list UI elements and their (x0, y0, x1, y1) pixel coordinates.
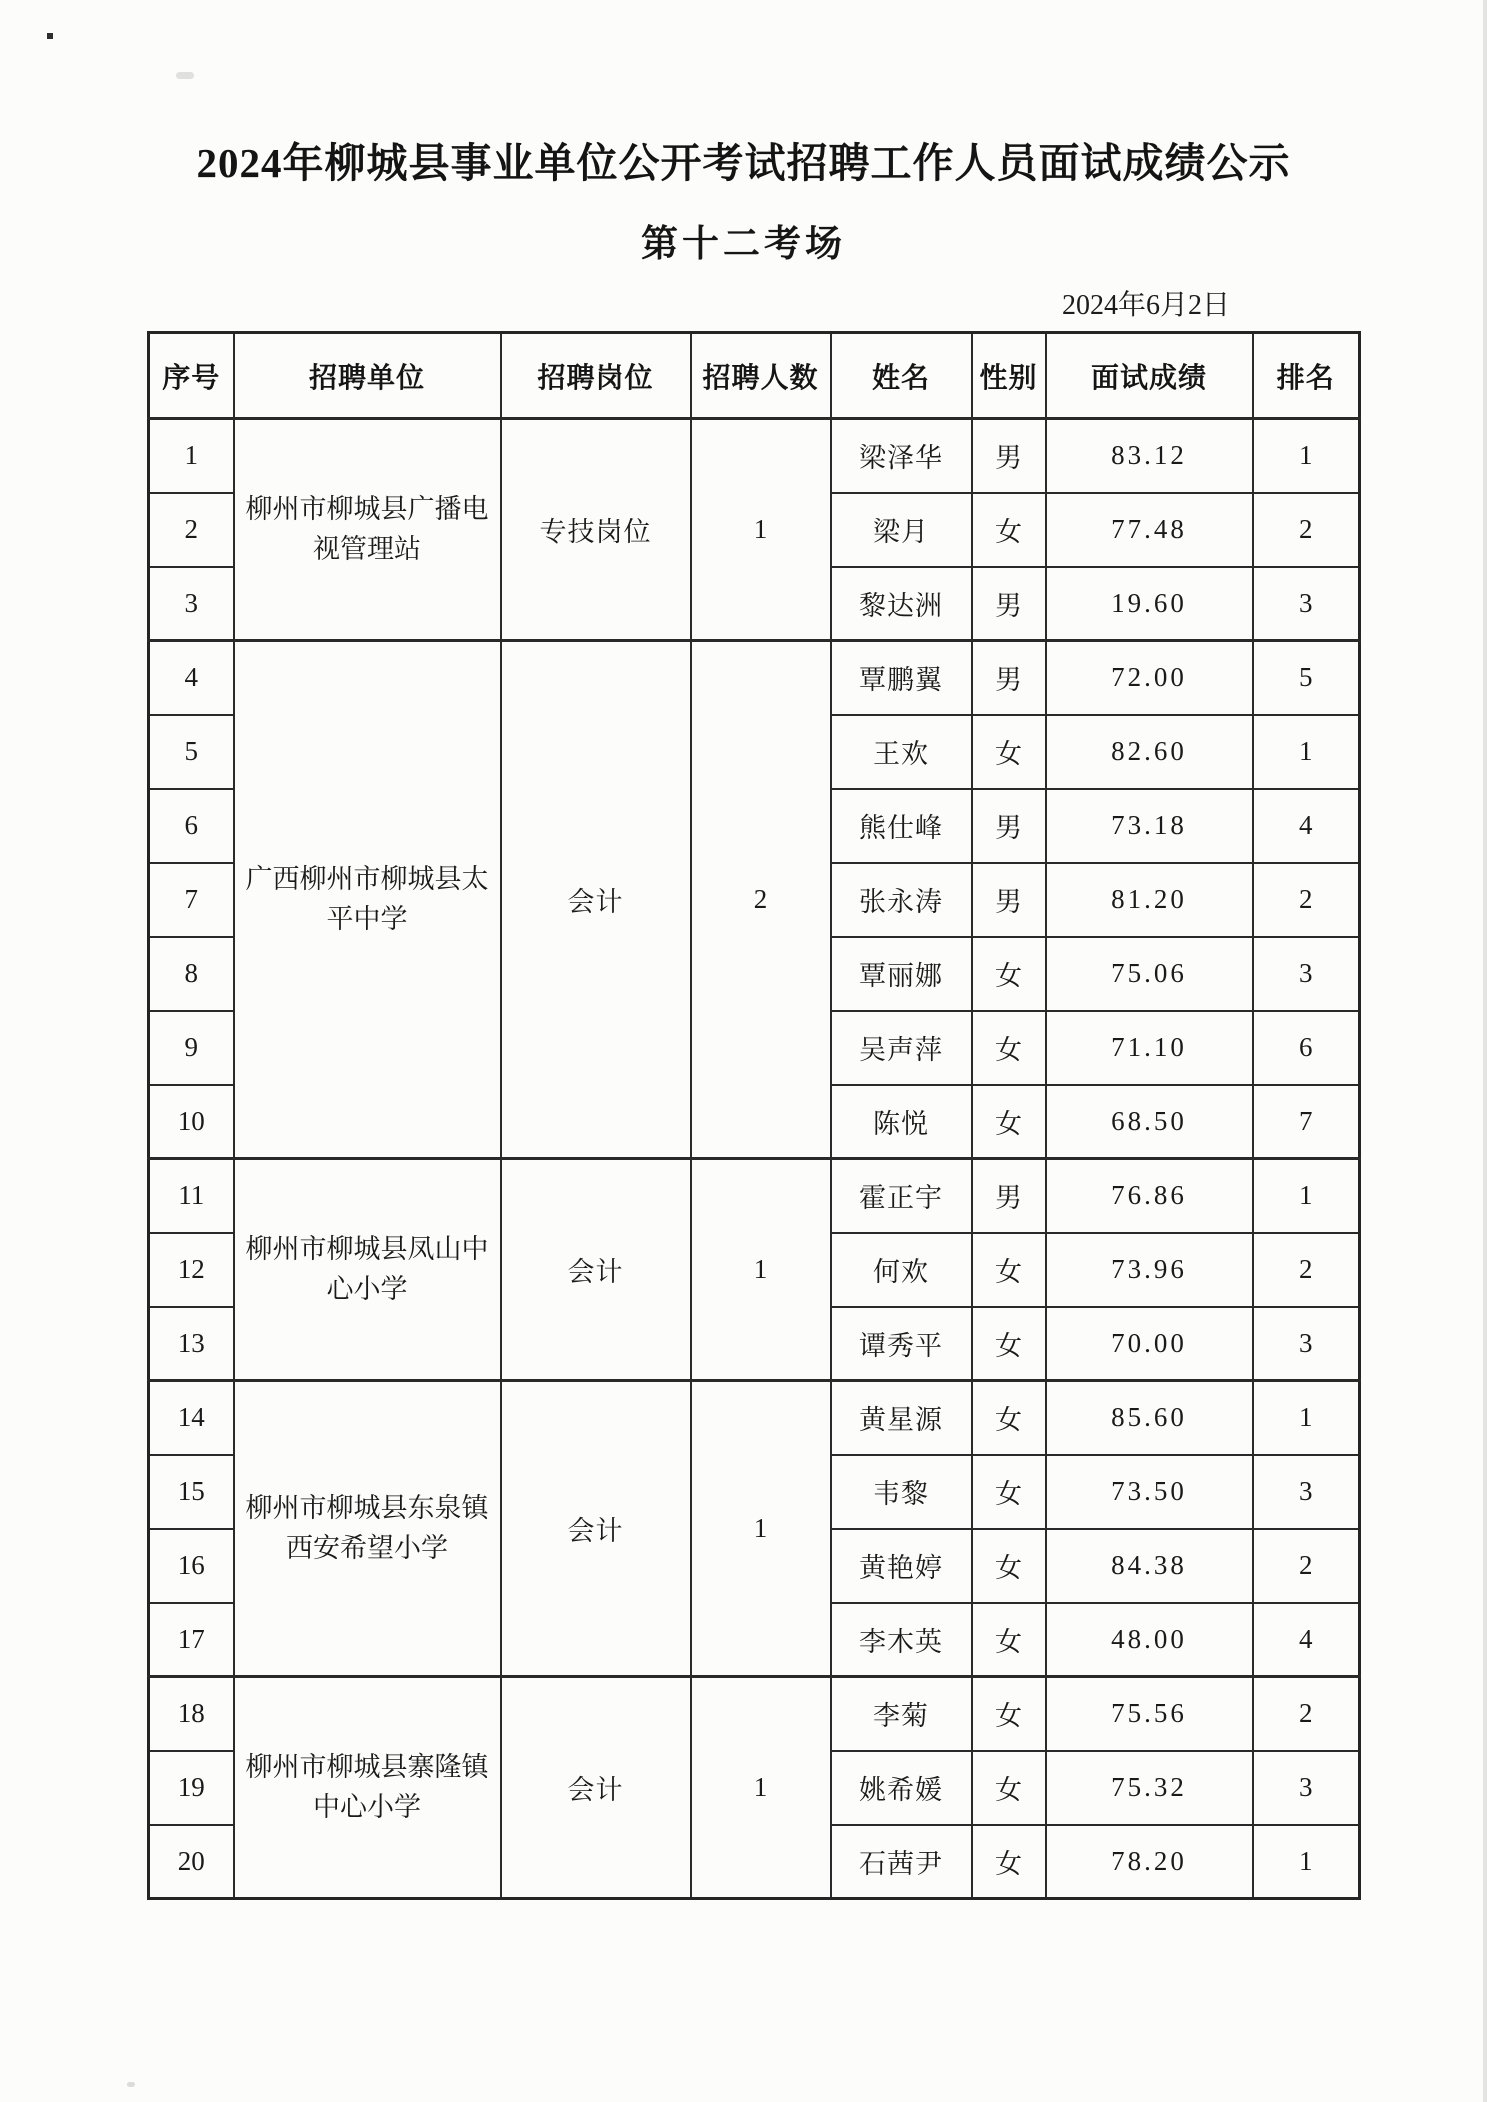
table-row (149, 641, 1360, 715)
cell-gender: 女 (972, 1233, 1046, 1307)
cell-candidate-name: 梁泽华 (831, 419, 972, 493)
cell-interview-score: 73.96 (1046, 1233, 1253, 1307)
cell-serial-number: 12 (149, 1233, 234, 1307)
cell-serial-number: 10 (149, 1085, 234, 1159)
document-title: 2024年柳城县事业单位公开考试招聘工作人员面试成绩公示 (196, 140, 1291, 186)
header-openings: 招聘人数 (691, 333, 831, 419)
cell-candidate-name: 覃丽娜 (831, 937, 972, 1011)
results-table-body (149, 419, 1360, 1899)
cell-recruiting-unit: 广西柳州市柳城县太平中学 (234, 641, 501, 1159)
cell-rank: 3 (1253, 1307, 1360, 1381)
cell-interview-score: 73.50 (1046, 1455, 1253, 1529)
cell-gender: 男 (972, 567, 1046, 641)
cell-rank: 5 (1253, 641, 1360, 715)
cell-serial-number: 4 (149, 641, 234, 715)
cell-interview-score: 85.60 (1046, 1381, 1253, 1455)
cell-gender: 男 (972, 789, 1046, 863)
cell-serial-number: 16 (149, 1529, 234, 1603)
cell-candidate-name: 熊仕峰 (831, 789, 972, 863)
cell-interview-score: 19.60 (1046, 567, 1253, 641)
cell-serial-number: 19 (149, 1751, 234, 1825)
cell-candidate-name: 陈悦 (831, 1085, 972, 1159)
cell-interview-score: 71.10 (1046, 1011, 1253, 1085)
scan-edge-shadow (1483, 0, 1487, 2102)
publication-date: 2024年6月2日 (1061, 290, 1230, 321)
cell-candidate-name: 吴声萍 (831, 1011, 972, 1085)
cell-candidate-name: 王欢 (831, 715, 972, 789)
cell-interview-score: 75.56 (1046, 1677, 1253, 1751)
table-row (149, 1159, 1360, 1233)
cell-rank: 2 (1253, 1233, 1360, 1307)
cell-interview-score: 77.48 (1046, 493, 1253, 567)
cell-candidate-name: 覃鹏翼 (831, 641, 972, 715)
header-position: 招聘岗位 (501, 333, 691, 419)
cell-interview-score: 81.20 (1046, 863, 1253, 937)
cell-candidate-name: 黎达洲 (831, 567, 972, 641)
cell-recruiting-unit: 柳州市柳城县东泉镇西安希望小学 (234, 1381, 501, 1677)
cell-serial-number: 7 (149, 863, 234, 937)
cell-interview-score: 76.86 (1046, 1159, 1253, 1233)
cell-gender: 女 (972, 1085, 1046, 1159)
cell-interview-score: 78.20 (1046, 1825, 1253, 1899)
cell-rank: 1 (1253, 715, 1360, 789)
cell-gender: 女 (972, 493, 1046, 567)
cell-position: 会计 (501, 641, 691, 1159)
cell-rank: 3 (1253, 937, 1360, 1011)
cell-openings: 1 (691, 1677, 831, 1899)
cell-candidate-name: 梁月 (831, 493, 972, 567)
cell-recruiting-unit: 柳州市柳城县广播电视管理站 (234, 419, 501, 641)
cell-recruiting-unit: 柳州市柳城县寨隆镇中心小学 (234, 1677, 501, 1899)
header-gender: 性别 (972, 333, 1046, 419)
table-row (149, 1677, 1360, 1751)
cell-candidate-name: 黄艳婷 (831, 1529, 972, 1603)
cell-gender: 女 (972, 1677, 1046, 1751)
cell-serial-number: 5 (149, 715, 234, 789)
scan-speck (127, 2082, 135, 2087)
cell-candidate-name: 李菊 (831, 1677, 972, 1751)
cell-rank: 4 (1253, 789, 1360, 863)
cell-interview-score: 48.00 (1046, 1603, 1253, 1677)
table-row (149, 419, 1360, 493)
table-row (149, 1381, 1360, 1455)
cell-interview-score: 83.12 (1046, 419, 1253, 493)
cell-rank: 3 (1253, 1751, 1360, 1825)
cell-rank: 1 (1253, 419, 1360, 493)
cell-rank: 7 (1253, 1085, 1360, 1159)
cell-serial-number: 2 (149, 493, 234, 567)
cell-serial-number: 3 (149, 567, 234, 641)
cell-gender: 女 (972, 1529, 1046, 1603)
cell-serial-number: 13 (149, 1307, 234, 1381)
header-rank: 排名 (1253, 333, 1360, 419)
cell-serial-number: 18 (149, 1677, 234, 1751)
cell-interview-score: 73.18 (1046, 789, 1253, 863)
cell-serial-number: 8 (149, 937, 234, 1011)
cell-serial-number: 1 (149, 419, 234, 493)
cell-serial-number: 6 (149, 789, 234, 863)
cell-interview-score: 82.60 (1046, 715, 1253, 789)
cell-interview-score: 75.32 (1046, 1751, 1253, 1825)
cell-gender: 女 (972, 715, 1046, 789)
cell-candidate-name: 韦黎 (831, 1455, 972, 1529)
cell-openings: 1 (691, 1381, 831, 1677)
cell-candidate-name: 石茜尹 (831, 1825, 972, 1899)
cell-interview-score: 84.38 (1046, 1529, 1253, 1603)
cell-gender: 女 (972, 1455, 1046, 1529)
cell-gender: 女 (972, 1307, 1046, 1381)
cell-serial-number: 11 (149, 1159, 234, 1233)
cell-candidate-name: 谭秀平 (831, 1307, 972, 1381)
table-header-row (149, 333, 1360, 419)
cell-candidate-name: 霍正宇 (831, 1159, 972, 1233)
cell-interview-score: 75.06 (1046, 937, 1253, 1011)
cell-rank: 4 (1253, 1603, 1360, 1677)
cell-position: 会计 (501, 1677, 691, 1899)
cell-openings: 1 (691, 419, 831, 641)
cell-serial-number: 20 (149, 1825, 234, 1899)
header-interview-score: 面试成绩 (1046, 333, 1253, 419)
cell-rank: 2 (1253, 493, 1360, 567)
cell-recruiting-unit: 柳州市柳城县凤山中心小学 (234, 1159, 501, 1381)
interview-results-table (147, 331, 1361, 1900)
cell-gender: 女 (972, 937, 1046, 1011)
cell-rank: 6 (1253, 1011, 1360, 1085)
cell-rank: 2 (1253, 1677, 1360, 1751)
cell-rank: 3 (1253, 1455, 1360, 1529)
cell-openings: 2 (691, 641, 831, 1159)
cell-candidate-name: 黄星源 (831, 1381, 972, 1455)
cell-gender: 男 (972, 1159, 1046, 1233)
cell-rank: 2 (1253, 1529, 1360, 1603)
cell-candidate-name: 姚希媛 (831, 1751, 972, 1825)
cell-position: 专技岗位 (501, 419, 691, 641)
cell-serial-number: 17 (149, 1603, 234, 1677)
cell-rank: 2 (1253, 863, 1360, 937)
cell-interview-score: 70.00 (1046, 1307, 1253, 1381)
cell-openings: 1 (691, 1159, 831, 1381)
cell-gender: 女 (972, 1751, 1046, 1825)
cell-gender: 男 (972, 641, 1046, 715)
cell-rank: 1 (1253, 1381, 1360, 1455)
header-serial-number: 序号 (149, 333, 234, 419)
cell-position: 会计 (501, 1381, 691, 1677)
header-name: 姓名 (831, 333, 972, 419)
cell-candidate-name: 张永涛 (831, 863, 972, 937)
cell-candidate-name: 李木英 (831, 1603, 972, 1677)
cell-gender: 男 (972, 863, 1046, 937)
cell-serial-number: 15 (149, 1455, 234, 1529)
cell-position: 会计 (501, 1159, 691, 1381)
cell-rank: 1 (1253, 1159, 1360, 1233)
cell-rank: 3 (1253, 567, 1360, 641)
cell-serial-number: 9 (149, 1011, 234, 1085)
cell-gender: 女 (972, 1381, 1046, 1455)
cell-interview-score: 72.00 (1046, 641, 1253, 715)
exam-room-subtitle: 第十二考场 (641, 224, 846, 265)
cell-serial-number: 14 (149, 1381, 234, 1455)
cell-rank: 1 (1253, 1825, 1360, 1899)
cell-gender: 女 (972, 1011, 1046, 1085)
header-recruiting-unit: 招聘单位 (234, 333, 501, 419)
cell-candidate-name: 何欢 (831, 1233, 972, 1307)
cell-gender: 女 (972, 1603, 1046, 1677)
cell-interview-score: 68.50 (1046, 1085, 1253, 1159)
cell-gender: 女 (972, 1825, 1046, 1899)
cell-gender: 男 (972, 419, 1046, 493)
